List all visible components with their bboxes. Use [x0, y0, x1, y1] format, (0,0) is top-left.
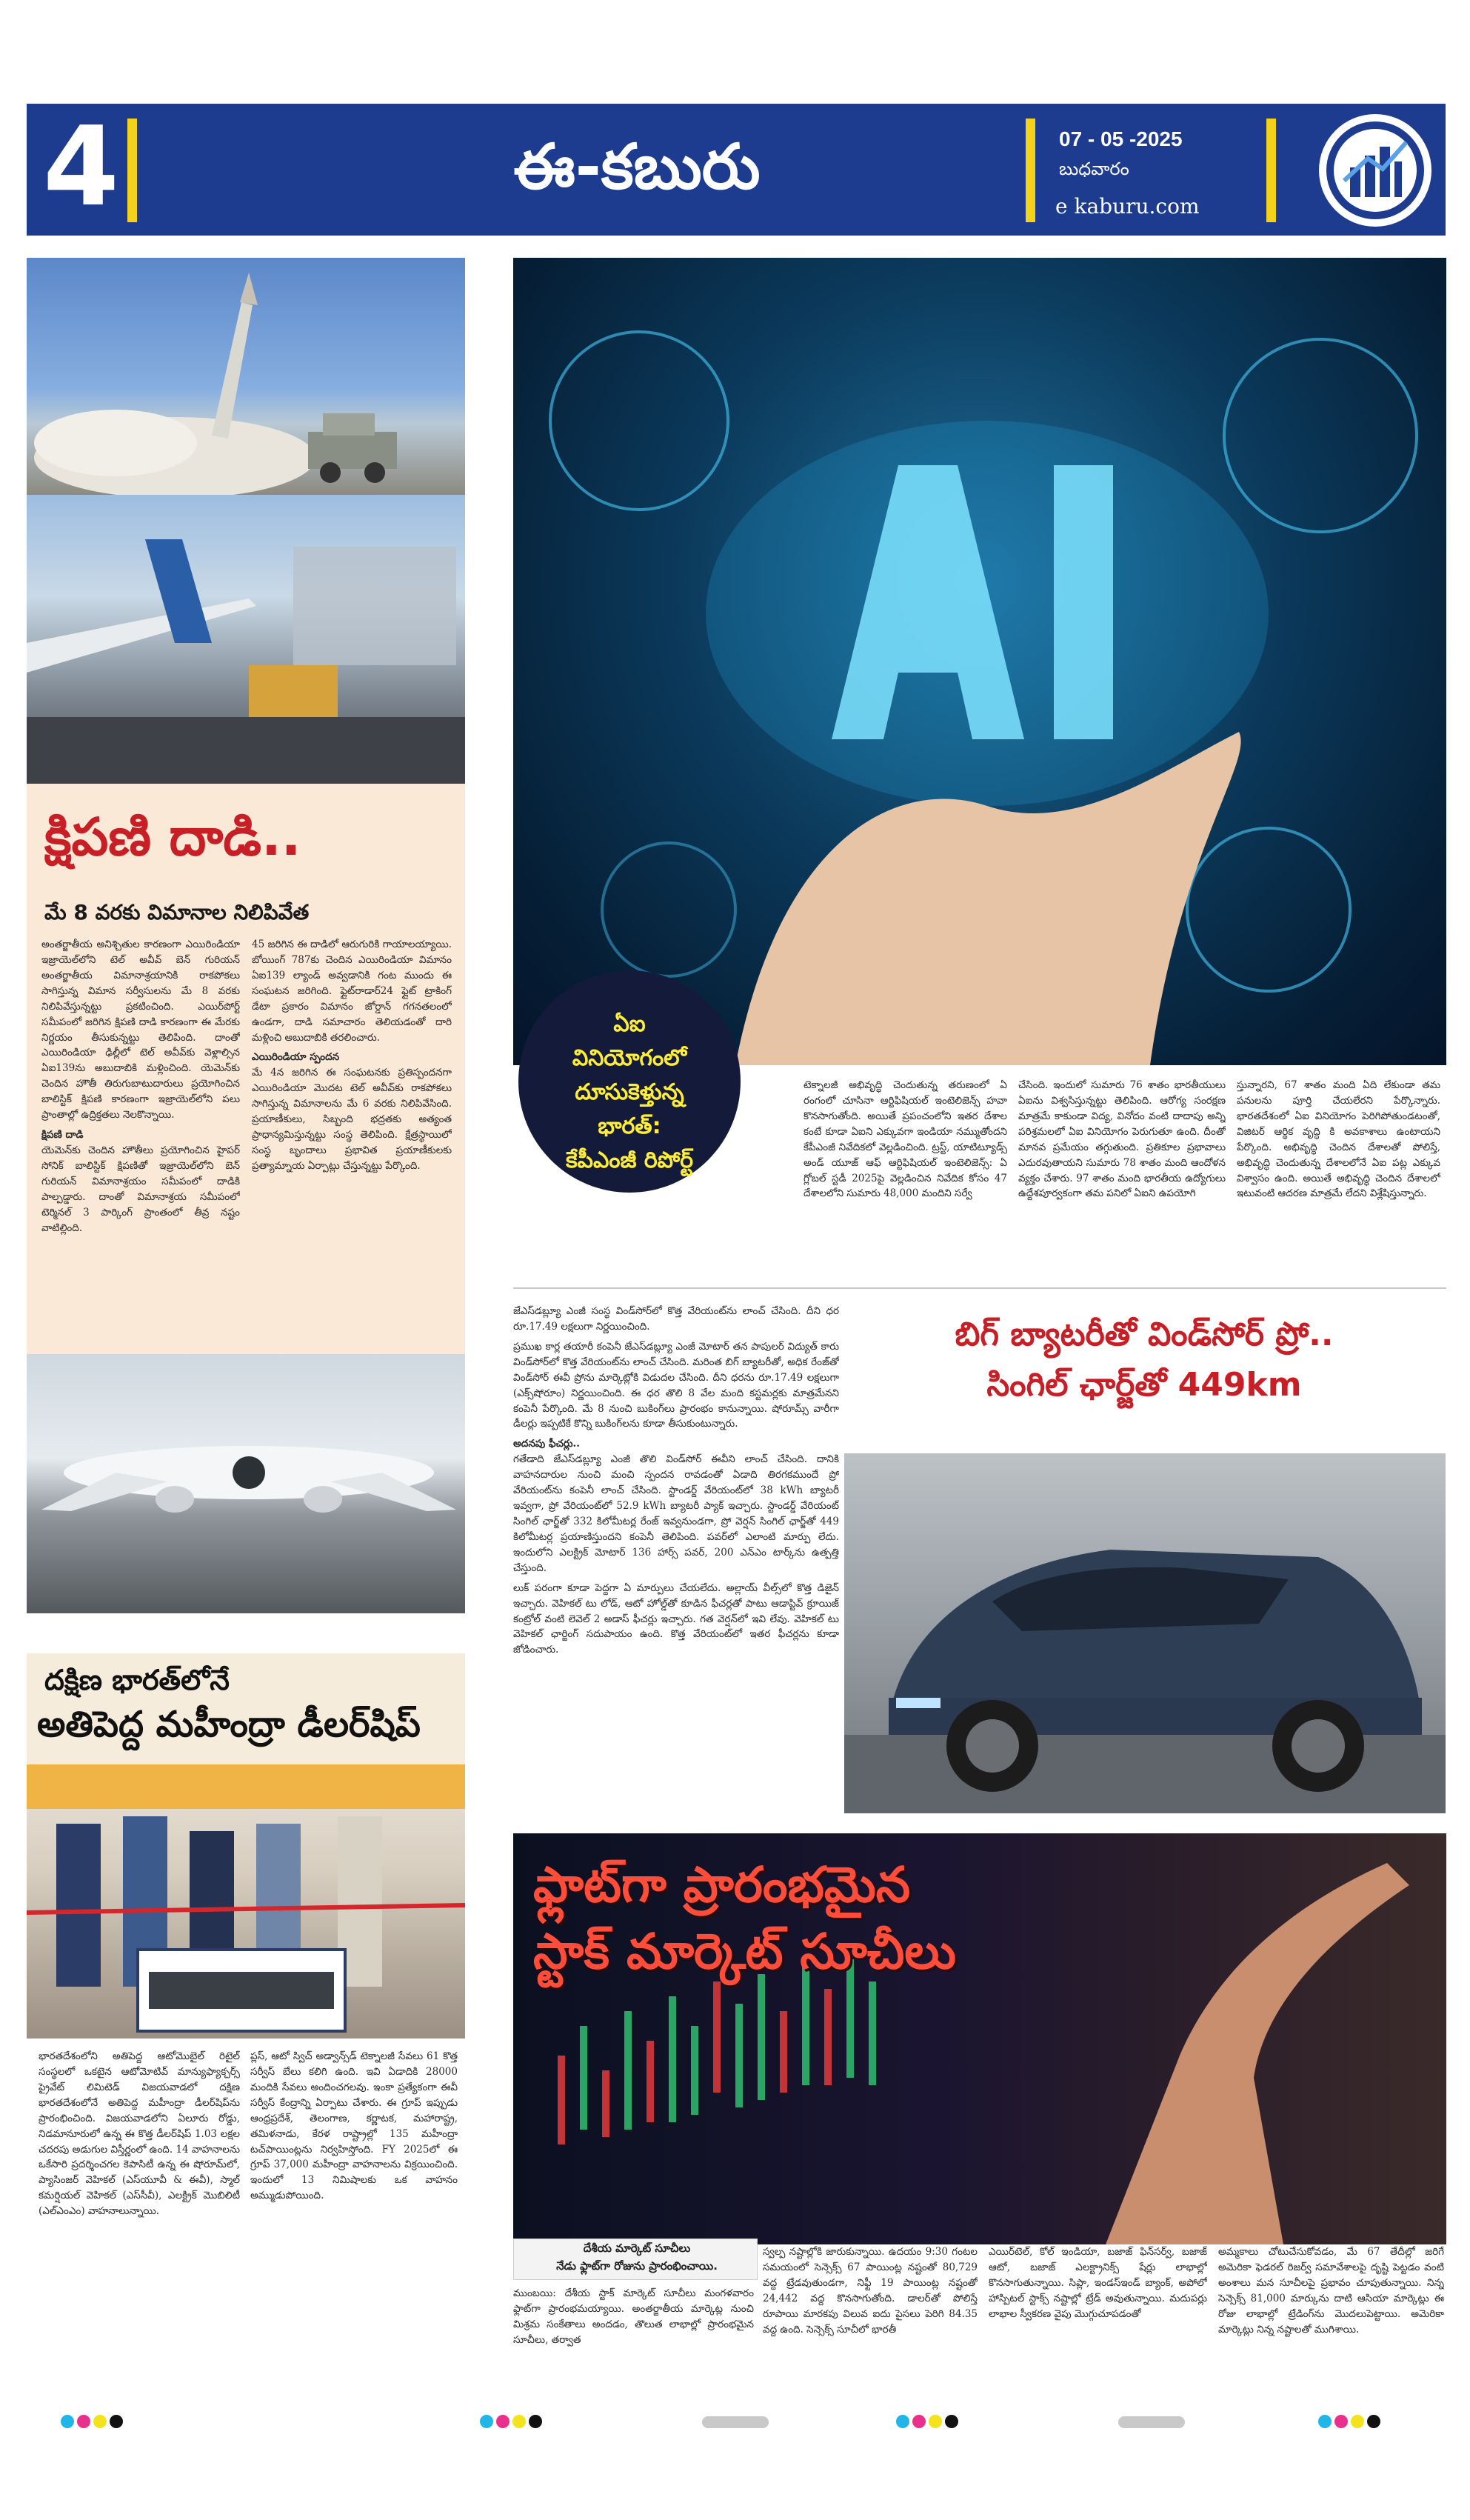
windsor-paragraph: లుక్ పరంగా కూడా పెద్దగా ఏ మార్పులు చేయలేదు. అల్లాయ్ వీల్స్‌లో కొత్త డిజైన్ ఇచ్చారు. వెహికల్ టు లోడ్, ఆటో హోల్డ్‌తో కూడిన ఫీచర్లతో పాటు ఆడాప్టివ్ క్రూయిజ్ కంట్రోల్ వంటి లెవెల్ 2 అడాస్ ఫీచర్లు ఇచ్చారు. గత వెర్షన్‌లో ఇవి లేవు. వెహికల్ టు వెహికల్ ఛార్జింగ్ సదుపాయం ఉంది. కొత్త వేరియంట్‌లో ఇతర ఫీచర్లను కూడా జోడించారు.	[513, 1581, 839, 1656]
ai-column-b: చేసింది. ఇందులో సుమారు 76 శాతం భారతీయులు ఏఐను విశ్వసిస్తున్నట్టు తెలిపింది. ఆరోగ్య సంరక్షణ మాత్రమే కాకుండా విద్య, వినోదం వంటి దాదాపు అన్ని పరిశ్రమలలో ఏఐ వినియోగం పెరుగుతూ ఉంది. దీంతో మానవ ప్రమేయం తగ్గుతుంది. ప్రతికూల ప్రభావాలు ఎదురవుతాయని సుమారు 78 శాతం మంది ఆందోళన వ్యక్తం చేశారు. 97 శాతం మంది భారతీయ ఉద్యోగులు ఉద్దేశపూర్వకంగా తమ పనిలో ఏఐని ఉపయోగి	[1018, 1079, 1226, 1200]
ai-caption-line: కేపీఎంజీ రిపోర్ట్	[565, 1147, 694, 1173]
airport-photo	[27, 495, 465, 784]
windsor-headline	[844, 1310, 1444, 1410]
color-registration-mark	[896, 2415, 958, 2430]
windsor-subheading: అదనపు ఫీచర్లు..	[513, 1438, 580, 1450]
mahindra-column-b: ప్లస్, ఆటో స్విచ్ అడ్వాన్స్‌డ్ టెక్నాలజీ సేవలు 61 కొత్త సర్వీస్ బేలు కలిగి ఉంది. ఇవి ఏడాదికి 28000 మందికి సేవలు అందించగలవు. ఇంకా ప్రత్యేకంగా ఈవీ సర్వీస్ కేంద్రాన్ని ఏర్పాటు చేశారు. ఈ గ్రూప్ ఇప్పుడు ఆంధ్రప్రదేశ్, తెలంగాణ, కర్ణాటక, మహారాష్ట్ర, తమిళనాడు, కేరళ రాష్ట్రాల్లో 135 మహీంద్రా టచ్‌పాయింట్లను నిర్వహిస్తోంది. FY 2025లో ఈ గ్రూప్ 37,000 మహీంద్రా వాహనాలను విక్రయించింది. ఇందులో 13 నిమిషాలకు ఒక వాహనం అమ్ముడుపోయింది.	[250, 2050, 458, 2202]
masthead-divider	[1266, 119, 1276, 222]
missile-subheading: ఎయిరిండియా స్పందన	[252, 1051, 340, 1064]
missile-column-a	[41, 937, 240, 1337]
color-registration-mark	[480, 2415, 542, 2430]
ai-column-a: టెక్నాలజీ అభివృద్ధి చెందుతున్న తరుణంలో ఏ రంగంలో చూసినా ఆర్టిఫిషియల్ ఇంటెలిజెన్స్ హవా కొనసాగుతోంది. అయితే ప్రపంచంలోని ఇతర దేశాల కంటే కూడా ఏఐని ఎక్కువగా ఇండియా నమ్ముతోందని కేపీఎంజీ నివేదికలో వెల్లడించింది. ట్రస్ట్, యాటిట్యూడ్స్ అండ్ యూజ్ ఆఫ్ ఆర్టిఫిషియల్ ఇంటెలిజెన్స్: ఏ గ్లోబల్ స్టడీ 2025పై వెల్లడించిన నివేదిక కోసం 47 దేశాలలోని సుమారు 48,000 మందిని సర్వే	[804, 1079, 1007, 1200]
grey-registration-bar	[1118, 2416, 1185, 2428]
brand-title: ఈ-కబురు	[513, 130, 761, 203]
ai-hand-photo	[513, 258, 1446, 1065]
stock-headline	[533, 1852, 1066, 1985]
section-divider	[513, 1287, 1446, 1289]
windsor-paragraph: జేఎస్‌డబ్ల్యూ ఎంజీ సంస్థ విండ్‌సోర్‌లో కొత్త వేరియంట్‌ను లాంచ్ చేసింది. దీని ధర రూ.17.49 లక్షలుగా నిర్ణయించింది.	[513, 1305, 839, 1333]
stock-column-c: ఎయిర్‌టెల్, కోల్ ఇండియా, బజాజ్ ఫిన్‌సర్వ్, బజాజ్ ఆటో, బజాజ్ ఎలక్ట్రానిక్స్ షేర్లు లాభాల్లో కొనసాగుతున్నాయి. సిప్లా, ఇండస్ఇండ్ బ్యాంక్, అపోలో హాస్పిటల్ స్టాక్స్ నష్టాల్లో ట్రేడ్ అవుతున్నాయి. మదుపర్లు లాభాల స్వీకరణ వైపు మొగ్గుచూపడంతో	[989, 2246, 1207, 2320]
stock-column-b: స్వల్ప నష్టాల్లోకి జారుకున్నాయి. ఉదయం 9:30 గంటల సమయంలో సెన్సెక్స్ 67 పాయింట్ల నష్టంతో 80,729 వద్ద ట్రేడవుతుండగా, నిఫ్టీ 19 పాయింట్ల నష్టంతో 24,442 వద్ద కొనసాగుతోంది. డాలర్‌తో పోలిస్తే రూపాయి మారకపు విలువ ఐదు పైసలు పెరిగి 84.35 వద్ద ఉంది. సెన్సెక్స్ సూచీలో భారతీ	[763, 2246, 978, 2336]
missile-subheading: క్షిపణి దాడి	[41, 1129, 84, 1141]
missile-paragraph: అంతర్జాతీయ అనిశ్చితుల కారణంగా ఎయిరిండియా ఇజ్రాయెల్‌లోని టెల్ అవీవ్ బెన్ గురియన్ అంతర్జాతీయ విమానాశ్రయానికి రాకపోకలు సాగిస్తున్న విమాన సర్వీసులను మే 8 వరకు నిలిపివేస్తున్నట్టు ప్రకటించింది. ఎయిర్‌పోర్ట్ సమీపంలో జరిగిన క్షిపణి దాడి కారణంగా ఈ మేరకు నిర్ణయం తీసుకున్నట్టు తెలిపింది. దాంతో ఎయిరిండియా ఢిల్లీలో టెల్ అవీవ్‌కు వెళ్లాల్సిన ఏఐ139ను అబుదాబికి మళ్లించింది. యెమెన్‌కు చెందిన హౌతీ తిరుగుబాటుదారులు ప్రయోగించిన బాలిస్టిక్ క్షిపణి కారణంగా ఇజ్రాయెల్‌లోని పలు ప్రాంతాల్లో ఉద్రిక్తతలు నెలకొన్నాయి.	[41, 939, 240, 1121]
stock-headline-line1: ఫ్లాట్‌గా ప్రారంభమైన	[533, 1856, 911, 1913]
masthead-divider	[1026, 119, 1035, 222]
stock-column-a: ముంబయి: దేశీయ స్టాక్ మార్కెట్ సూచీలు మంగళవారం ఫ్లాట్‌గా ప్రారంభమయ్యాయి. అంతర్జాతీయ మార్కెట్ల నుంచి మిశ్రమ సంకేతాలు అందడం, తొలుత లాభాల్లో ప్రారంభమైన సూచీలు, తర్వాత	[513, 2287, 754, 2346]
issue-date: 07 - 05 -2025	[1059, 127, 1183, 150]
missile-column-b	[252, 937, 452, 1337]
missile-headline: క్షిపణి దాడి..	[44, 807, 301, 867]
windsor-headline-line1: బిగ్ బ్యాటరీతో విండ్‌సోర్ ప్రో..	[955, 1316, 1334, 1353]
mahindra-headline-line2: అతిపెద్ద మహీంద్రా డీలర్‌షిప్	[37, 1704, 421, 1745]
masthead-divider	[127, 119, 137, 222]
ai-caption-line: ఏఐ	[613, 1011, 646, 1037]
color-registration-mark	[1318, 2415, 1380, 2430]
ribbon-cutting-photo	[27, 1764, 465, 2039]
missile-subhead: మే 8 వరకు విమానాల నిలిపివేత	[44, 900, 310, 924]
stock-caption-line1: దేశీయ మార్కెట్ సూచీలు	[583, 2241, 691, 2255]
ev-car-photo	[844, 1453, 1446, 1813]
airplane-photo	[27, 1354, 465, 1613]
ai-column-c: స్తున్నారని, 67 శాతం మంది ఏది లేకుండా తమ పనులను పూర్తి చేయలేరని పేర్కొన్నారు. భారతదేశంలో ఏఐ వినియోగం పెరిగిపోతుండటంతో, విజిటర్ ఆర్థిక వృద్ధి కి అవకాశాలు ఉంటాయని పేర్కొంది. అభివృద్ధి చెందిన దేశాలతో పోలిస్తే, అభివృద్ధి చెందుతున్న దేశాలలోనే ఏఐ పట్ల ఎక్కువ విశ్వాసం ఉంది. అయితే అభివృద్ధి చెందిన దేశాలలో ఇటువంటి ఆదరణ మాత్రమే లేదని విశ్లేషిస్తున్నారు.	[1237, 1079, 1440, 1200]
windsor-paragraph: ప్రముఖ కార్ల తయారీ కంపెనీ జేఎస్‌డబ్ల్యూ ఎంజీ మోటార్ తన పాపులర్ విద్యుత్ కారు విండ్‌సోర్‌లో కొత్త వేరియంట్‌ను లాంచ్ చేసింది. మరింత బిగ్ బ్యాటరీతో, అధిక రేంజ్‌తో విండ్‌సోర్ ఈవీ ప్రోను మార్కెట్లోకి విడుదల చేసింది. దీని ధరను రూ.17.49 లక్షలుగా (ఎక్స్‌షోరూం) నిర్ణయించింది. ఈ ధర తొలి 8 వేల మంది కస్టమర్లకు మాత్రమేనని కంపెనీ పేర్కొంది. మే 8 నుంచి బుకింగ్‌లు ప్రారంభం కానున్నాయి. షోరూమ్స్ వారీగా డీలర్లు ఇప్పటికే కొన్ని బుకింగ్‌లను కూడా తీసుకుంటున్నారు.	[513, 1340, 839, 1430]
ai-caption-line: భారత్:	[598, 1113, 661, 1139]
missile-paragraph: మే 4న జరిగిన ఈ సంఘటనకు ప్రతిస్పందనగా ఎయిరిండియా మొదట టెల్ అవీవ్‌కు రాకపోకలు సాగిస్తున్న విమానాలను మే 6 వరకు నిలిపివేసింది. ప్రయాణీకులు, సిబ్బంది భద్రతకు అత్యంత ప్రాధాన్యమిస్తున్నట్టు సంస్థ తెలిపింది. క్షేత్రస్థాయిలో సంస్థ బృందాలు ప్రభావిత ప్రయాణీకులకు ప్రత్యామ్నాయ ఏర్పాట్లు చేస్తున్నట్టు పేర్కొంది.	[252, 1067, 452, 1172]
website-link[interactable]: e kaburu.com	[1055, 194, 1200, 219]
stock-caption-line2: నేడు ఫ్లాట్‌గా రోజును ప్రారంభించాయి.	[556, 2259, 718, 2273]
windsor-paragraph: గతేడాది జేఎస్‌డబ్ల్యూ ఎంజీ తొలి విండ్‌సోర్ ఈవీని లాంచ్ చేసింది. దానికి వాహనదారుల నుంచి మంచి స్పందన రావడంతో ఏడాది తిరగకముందే ప్రో వేరియంట్‌ను కంపెనీ లాంచ్ చేసింది. స్టాండర్డ్ వేరియంట్‌లో 38 kWh బ్యాటరీ ఇవ్వగా, ప్రో వేరియంట్‌లో 52.9 kWh బ్యాటరీ ప్యాక్ ఇచ్చారు. స్టాండర్డ్ వేరియంట్ సింగిల్ ఛార్జ్‌తో 332 కిలోమీటర్ల రేంజ్ ఇవ్వనుండగా, ప్రో వెర్షన్ సింగిల్ ఛార్జ్‌తో 449 కిలోమీటర్ల ప్రయాణిస్తుందని కంపెనీ తెలిపింది. పవర్‌లో ఎలాంటి మార్పు లేదు. ఇందులోని ఎలక్ట్రిక్ మోటార్ 136 హార్స్ పవర్, 200 ఎన్ఎం టార్క్‌ను ఉత్పత్తి చేస్తుంది.	[513, 1453, 839, 1574]
missile-launch-photo	[27, 258, 465, 495]
windsor-headline-line2: సింగిల్ ఛార్జ్‌తో 449km	[986, 1366, 1302, 1404]
ai-caption	[533, 1007, 726, 1178]
missile-paragraph: యెమెన్‌కు చెందిన హౌతీలు ప్రయోగించిన హైపర్ సోనిక్ బాలిస్టిక్ క్షిపణితో ఇజ్రాయెల్‌లోని బెన్ గురియన్ విమానాశ్రయం సమీపంలో దాడికి పాల్పడ్డారు. దాంతో విమానాశ్రయ సమీపంలో టెర్మినల్ 3 పార్కింగ్ ప్రాంతంలో తీవ్ర నష్టం వాటిల్లింది.	[41, 1144, 240, 1234]
page-number: 4	[43, 103, 119, 230]
stock-column-d: అమ్మకాలు చోటుచేసుకోవడం, మే 67 తేదీల్లో జరిగే అమెరికా ఫెడరల్ రిజర్వ్ సమావేశాలపై దృష్టి పెట్టడం వంటి అంశాలు మన సూచీలపై ప్రభావం చూపుతున్నాయి. నిన్న సెన్సెక్స్ 81,000 మార్కును దాటి ఆసియా మార్కెట్లు ఈ రోజు లాభాల్లో ట్రేడింగ్‌ను మొదలుపెట్టాయి. అమెరికా మార్కెట్లు నిన్న నష్టాలతో ముగిశాయి.	[1218, 2246, 1444, 2336]
color-registration-mark	[61, 2415, 123, 2430]
stock-headline-line2: స్టాక్ మార్కెట్ సూచీలు	[533, 1923, 956, 1980]
ekaburu-logo-icon	[1314, 110, 1437, 232]
windsor-article	[513, 1304, 839, 1822]
ai-caption-line: వినియోగంలో	[572, 1045, 687, 1071]
mahindra-headline-line1: దక్షిణ భారత్‌లోనే	[44, 1664, 230, 1696]
issue-day: బుధవారం	[1059, 159, 1129, 179]
ai-caption-line: దూసుకెళ్తున్న	[575, 1079, 684, 1105]
grey-registration-bar	[702, 2416, 769, 2428]
mahindra-column-a: భారతదేశంలోని అతిపెద్ద ఆటోమొబైల్ రిటైల్ సంస్థలలో ఒకటైన ఆటోమోటివ్ మాన్యుఫ్యాక్చర్స్ ప్రైవేట్ లిమిటెడ్ విజయవాడలో దక్షిణ భారతదేశంలోనే అతిపెద్ద మహీంద్రా డీలర్‌షిప్‌ను ప్రారంభించింది. విజయవాడలోని ఏలూరు రోడ్డు, నిడమానూరులో ఉన్న ఈ కొత్త డీలర్‌షిప్ 1.03 లక్షల చదరపు అడుగుల విస్తీర్ణంలో ఉంది. 14 వాహనాలను ఒకేసారి ప్రదర్శించగల కెపాసిటీ ఉన్న ఈ షోరూమ్‌లో, ప్యాసింజర్ వెహికల్ (ఎస్‌యూవీ & ఈవీ), స్మాల్ కమర్షియల్ వెహికల్ (ఎస్‌సీవీ), ఎలక్ట్రిక్ మొబిలిటీ (ఎల్ఎంఎం) వాహనాలున్నాయి.	[39, 2050, 240, 2218]
missile-paragraph: 45 జరిగిన ఈ దాడిలో ఆరుగురికి గాయాలయ్యాయి. బోయింగ్ 787కు చెందిన ఎయిరిండియా విమానం ఏఐ139 ల్యాండ్ అవ్వడానికి గంట ముందు ఈ సంఘటన జరిగింది. ఫ్లైట్‌రాడార్24 ఫ్లైట్ ట్రాకింగ్ డేటా ప్రకారం విమానం జోర్డాన్ గగనతలంలో ఉండగా, దాడి సమాచారం తెలియడంతో దారి మళ్లించి అబుదాబికి తరలించారు.	[252, 939, 452, 1044]
